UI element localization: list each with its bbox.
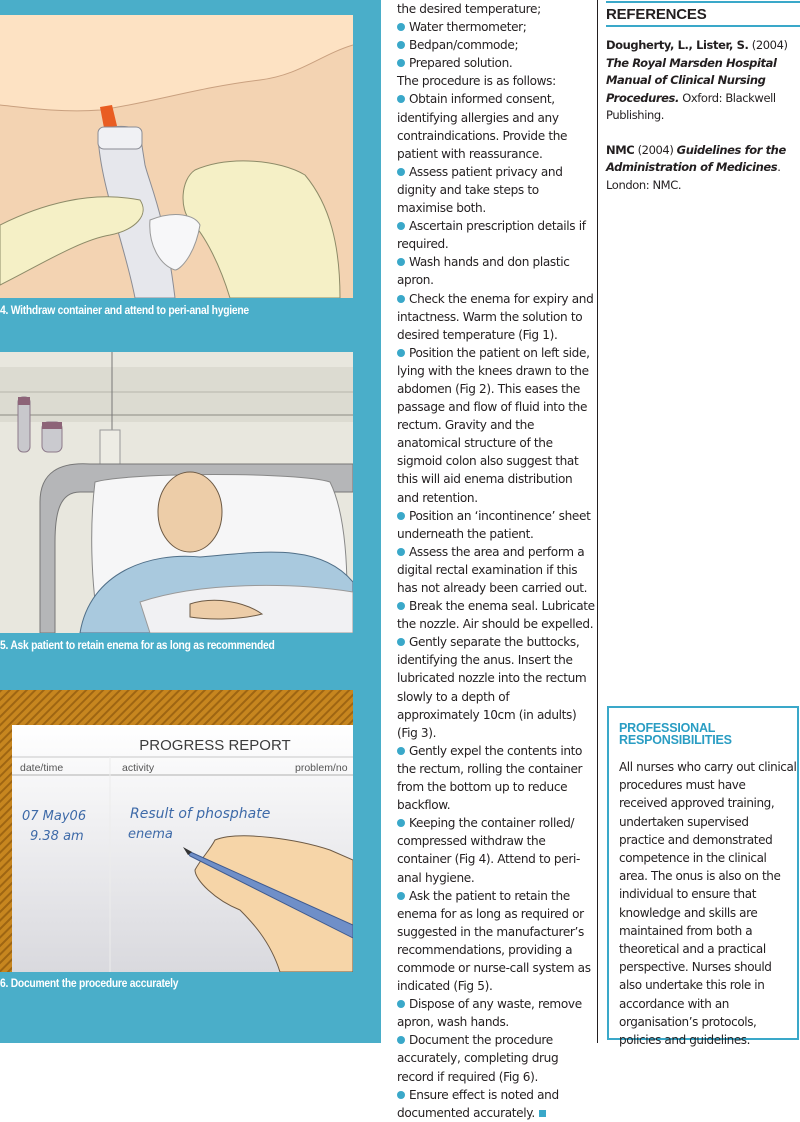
professional-responsibilities-box (607, 706, 799, 1048)
bullet-icon (397, 1036, 405, 1044)
progress-report-column: activity (122, 762, 155, 774)
bullet-icon (397, 1000, 405, 1008)
equipment-item: Water thermometer; (397, 18, 595, 36)
professional-responsibilities-text: All nurses who carry out clinical procedures must have received approved training, undertaken supervised practice and demonstrated competence in the clinical area. The onus is also on the individual to ensure that knowledge and skills are maintained from both a theoretical and a practical perspective. Nurses should also undertake this role in accordance with an organisation’s protocols, policies and guidelines. (619, 760, 797, 1048)
procedure-step: Document the procedure accurately, completing drug record if required (Fig 6). (397, 1033, 559, 1084)
references-heading: REFERENCES (606, 1, 800, 27)
progress-report-title: PROGRESS REPORT (139, 737, 291, 754)
procedure-step: Keeping the container rolled/ compressed withdraw the container (Fig 4). Attend to peri-anal hygiene. (397, 816, 580, 885)
procedure-step: Break the enema seal. Lubricate the nozzle. Air should be expelled. (397, 599, 595, 632)
bullet-icon (397, 349, 405, 357)
bullet-icon (397, 41, 405, 49)
progress-report-column: date/time (20, 762, 64, 774)
references-section (606, 0, 800, 194)
procedure-step: Ask the patient to retain the enema for as long as required or suggested in the manufacturer’s recommendations, providing a commode or nurse-call system as indicated (Fig 5). (397, 888, 591, 994)
procedure-step: Ascertain prescription details if required. (397, 219, 586, 252)
procedure-intro: The procedure is as follows: (397, 74, 556, 89)
progress-report-activity: Result of phosphate (130, 806, 271, 822)
bullet-icon (397, 548, 405, 556)
column-divider (597, 0, 598, 1043)
procedure-step: Gently separate the buttocks, identifying the anus. Insert the lubricated nozzle into the rectum slowly to a depth of approximately 10cm (in adults) (Fig 3). (397, 635, 587, 740)
progress-report-column: problem/no (295, 762, 348, 774)
figure-4-caption: 4. Withdraw container and attend to peri-anal hygiene (0, 303, 249, 317)
figure-5-caption: 5. Ask patient to retain enema for as long as recommended (0, 638, 275, 652)
procedure-step: Assess the area and perform a digital rectal examination if this has not already been carried out. (397, 544, 588, 595)
bullet-icon (397, 747, 405, 755)
procedure-step: Position an ‘incontinence’ sheet underneath the patient. (397, 508, 591, 541)
procedure-step: Assess patient privacy and dignity and take steps to maximise both. (397, 164, 563, 216)
reference-item: NMC (2004) Guidelines for the Administration of Medicines. London: NMC. (606, 142, 786, 192)
procedure-step: Obtain informed consent, identifying allergies and any contraindications. Provide the patient with reassurance. (397, 92, 568, 161)
bullet-icon (397, 222, 405, 230)
bullet-icon (397, 23, 405, 31)
progress-report-activity: enema (128, 827, 173, 842)
figure-6-illustration (0, 690, 353, 972)
procedure-step: Check the enema for expiry and intactness. Warm the solution to desired temperature (Fig 1). (397, 291, 594, 342)
figure-5-illustration (0, 352, 353, 633)
bullet-icon (397, 258, 405, 266)
procedure-step: Position the patient on left side, lying with the knees drawn to the abdomen (Fig 2). This eases the passage and flow of fluid into the rectum. Gravity and the anatomical structure of the sigmoid colon also suggest that this will aid enema distribution and retention. (397, 345, 590, 505)
bullet-icon (397, 602, 405, 610)
bullet-icon (397, 295, 405, 303)
bullet-icon (397, 638, 405, 646)
figure-4-illustration (0, 15, 353, 298)
procedure-step: Gently expel the contents into the rectum, rolling the container from the bottom up to reduce backflow. (397, 743, 583, 813)
figure-6-caption: 6. Document the procedure accurately (0, 976, 179, 990)
bullet-icon (397, 168, 405, 176)
procedure-step: Dispose of any waste, remove apron, wash hands. (397, 997, 582, 1030)
bullet-icon (397, 59, 405, 67)
bullet-icon (397, 892, 405, 900)
equipment-item: Bedpan/commode; (397, 36, 595, 54)
procedure-text (397, 0, 595, 1122)
equipment-item: Prepared solution. (397, 54, 595, 72)
end-mark-icon (539, 1110, 546, 1117)
procedure-step: Ensure effect is noted and documented accurately. (397, 1087, 559, 1120)
progress-report-date: 07 May06 (22, 809, 87, 824)
bullet-icon (397, 819, 405, 827)
bullet-icon (397, 95, 405, 103)
professional-responsibilities-heading: PROFESSIONAL RESPONSIBILITIES (619, 721, 732, 747)
bullet-icon (397, 512, 405, 520)
progress-report-time: 9.38 am (30, 829, 84, 844)
lead-in-text: the desired temperature; (397, 2, 541, 16)
reference-item: Dougherty, L., Lister, S. (2004) The Royal Marsden Hospital Manual of Clinical Nursing Procedures. Oxford: Blackwell Publishing. (606, 38, 788, 122)
procedure-step: Wash hands and don plastic apron. (397, 255, 570, 288)
bullet-icon (397, 1091, 405, 1099)
